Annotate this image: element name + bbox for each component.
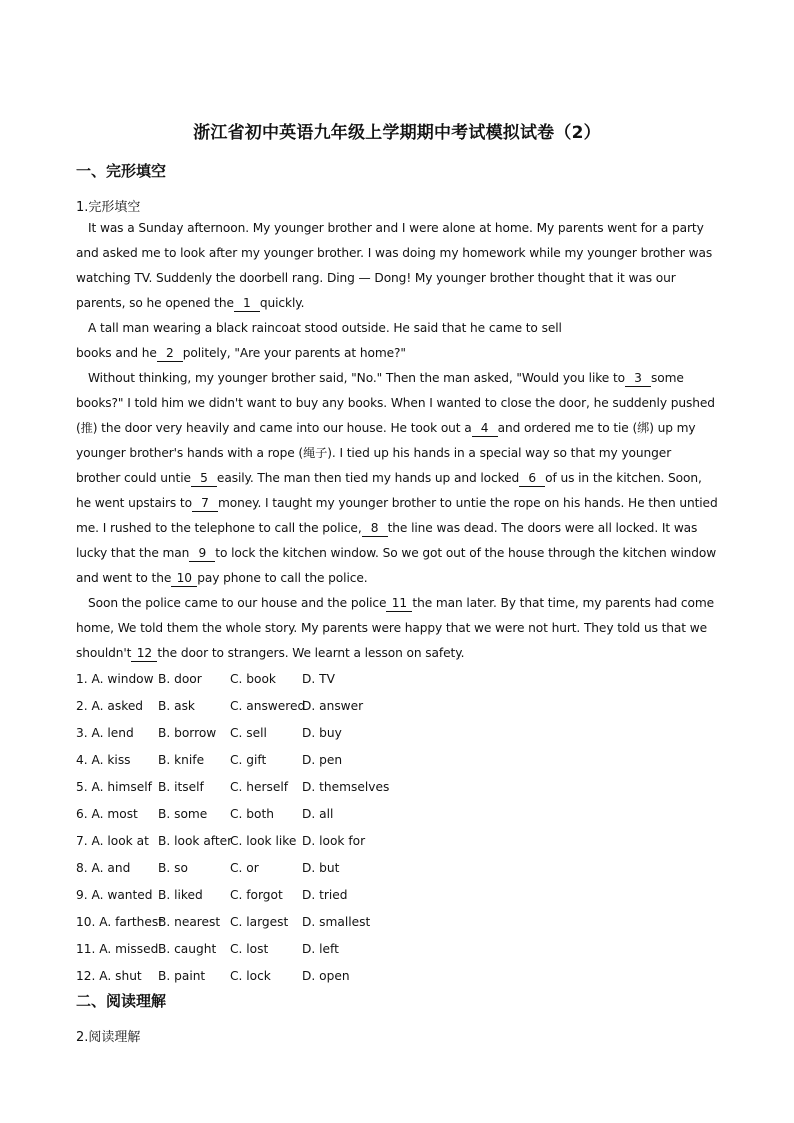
blank-6: 6 bbox=[519, 471, 545, 487]
option-c: C. sell bbox=[230, 726, 267, 740]
option-a: 9. A. wanted bbox=[76, 888, 153, 902]
passage-text: some books?" I told him we didn't want to buy any books. When I wanted to close the door, he suddenly pushed (推) the door very heavily and came into our house. He took out a bbox=[76, 371, 715, 435]
blank-2: 2 bbox=[157, 346, 183, 362]
option-d: D. themselves bbox=[302, 780, 390, 794]
option-b: B. caught bbox=[158, 942, 217, 956]
option-d: D. answer bbox=[302, 699, 364, 713]
option-b: B. liked bbox=[158, 888, 203, 902]
section-heading-cloze: 一、完形填空 bbox=[76, 162, 167, 180]
option-row-2 bbox=[76, 695, 576, 722]
passage-text: to lock the kitchen window. So we got out of the house through the kitchen window and went to the bbox=[76, 546, 717, 585]
option-c: C. forgot bbox=[230, 888, 283, 902]
option-b: B. some bbox=[158, 807, 208, 821]
option-d: D. but bbox=[302, 861, 340, 875]
passage-text: easily. The man then tied my hands up and locked bbox=[216, 471, 520, 485]
option-b: B. so bbox=[158, 861, 188, 875]
passage-text: the man later. By that time, my parents had come home, We told them the whole story. My parents were happy that we were not hurt. They told us that we shouldn't bbox=[76, 596, 715, 660]
option-c: C. book bbox=[230, 672, 276, 686]
option-a: 1. A. window bbox=[76, 672, 154, 686]
option-b: B. door bbox=[158, 672, 202, 686]
option-c: C. lost bbox=[230, 942, 269, 956]
option-b: B. itself bbox=[158, 780, 204, 794]
passage-text: politely, "Are your parents at home?" bbox=[182, 346, 406, 360]
option-d: D. look for bbox=[302, 834, 366, 848]
blank-4: 4 bbox=[472, 421, 498, 437]
option-a: 10. A. farthest bbox=[76, 915, 164, 929]
option-d: D. TV bbox=[302, 672, 335, 686]
option-row-1 bbox=[76, 668, 576, 695]
passage-text: of us in the kitchen. Soon, he went upstairs to bbox=[76, 471, 702, 510]
blank-5: 5 bbox=[191, 471, 217, 487]
blank-12: 12 bbox=[131, 646, 157, 662]
option-a: 3. A. lend bbox=[76, 726, 134, 740]
option-a: 2. A. asked bbox=[76, 699, 144, 713]
passage-paragraph-4 bbox=[76, 591, 718, 666]
option-row-12 bbox=[76, 965, 576, 992]
option-a: 11. A. missed bbox=[76, 942, 159, 956]
section-heading-reading: 二、阅读理解 bbox=[76, 992, 167, 1010]
blank-11: 11 bbox=[386, 596, 412, 612]
option-d: D. buy bbox=[302, 726, 342, 740]
page-title: 浙江省初中英语九年级上学期期中考试模拟试卷（2） bbox=[193, 123, 601, 143]
option-a: 8. A. and bbox=[76, 861, 131, 875]
option-c: C. both bbox=[230, 807, 274, 821]
option-d: D. all bbox=[302, 807, 334, 821]
option-d: D. open bbox=[302, 969, 350, 983]
blank-7: 7 bbox=[192, 496, 218, 512]
blank-3: 3 bbox=[625, 371, 651, 387]
option-row-10 bbox=[76, 911, 576, 938]
option-c: C. herself bbox=[230, 780, 289, 794]
option-row-9 bbox=[76, 884, 576, 911]
option-b: B. ask bbox=[158, 699, 195, 713]
option-b: B. look after bbox=[158, 834, 233, 848]
option-row-7 bbox=[76, 830, 576, 857]
option-c: C. largest bbox=[230, 915, 289, 929]
option-c: C. lock bbox=[230, 969, 271, 983]
passage-text: Without thinking, my younger brother said, "No." Then the man asked, "Would you like to bbox=[88, 371, 625, 385]
option-b: B. paint bbox=[158, 969, 206, 983]
answer-options bbox=[76, 668, 576, 992]
option-b: B. nearest bbox=[158, 915, 221, 929]
question-label-reading: 2.阅读理解 bbox=[76, 1030, 141, 1045]
passage-text: books and he bbox=[76, 346, 157, 360]
option-d: D. pen bbox=[302, 753, 343, 767]
option-row-5 bbox=[76, 776, 576, 803]
option-a: 4. A. kiss bbox=[76, 753, 131, 767]
option-row-6 bbox=[76, 803, 576, 830]
option-d: D. left bbox=[302, 942, 339, 956]
cloze-passage bbox=[76, 216, 718, 666]
blank-9: 9 bbox=[189, 546, 215, 562]
passage-paragraph-1 bbox=[76, 216, 718, 316]
option-row-4 bbox=[76, 749, 576, 776]
blank-1: 1 bbox=[234, 296, 260, 312]
option-row-11 bbox=[76, 938, 576, 965]
passage-paragraph-2 bbox=[76, 316, 718, 366]
option-a: 5. A. himself bbox=[76, 780, 152, 794]
question-label-cloze: 1.完形填空 bbox=[76, 200, 141, 215]
passage-text: Soon the police came to our house and the police bbox=[88, 596, 387, 610]
option-row-3 bbox=[76, 722, 576, 749]
option-b: B. borrow bbox=[158, 726, 217, 740]
passage-text: quickly. bbox=[259, 296, 305, 310]
passage-text: money. I taught my younger brother to untie the rope on his hands. He then untied me. I rushed to the telephone to call the police, bbox=[76, 496, 718, 535]
option-a: 6. A. most bbox=[76, 807, 138, 821]
blank-8: 8 bbox=[362, 521, 388, 537]
option-c: C. or bbox=[230, 861, 259, 875]
option-d: D. tried bbox=[302, 888, 348, 902]
passage-text: the door to strangers. We learnt a lesson on safety. bbox=[157, 646, 465, 660]
passage-text: It was a Sunday afternoon. My younger brother and I were alone at home. My parents went for a party and asked me to look after my younger brother. I was doing my homework while my younger brother was watching TV. Suddenly the doorbell rang. Ding — Dong! My younger brother thought that it was our parents, so he opened the bbox=[76, 221, 713, 310]
option-d: D. smallest bbox=[302, 915, 371, 929]
option-a: 12. A. shut bbox=[76, 969, 142, 983]
passage-text: A tall man wearing a black raincoat stood outside. He said that he came to sell bbox=[88, 321, 562, 335]
option-a: 7. A. look at bbox=[76, 834, 149, 848]
passage-text: pay phone to call the police. bbox=[197, 571, 368, 585]
passage-text: and ordered me to tie (绑) up my younger brother's hands with a rope (绳子). I tied up his hands in a special way so that my younger brother could untie bbox=[76, 421, 696, 485]
passage-text: the line was dead. The doors were all locked. It was lucky that the man bbox=[76, 521, 698, 560]
option-c: C. look like bbox=[230, 834, 297, 848]
blank-10: 10 bbox=[171, 571, 197, 587]
option-c: C. gift bbox=[230, 753, 267, 767]
option-c: C. answered bbox=[230, 699, 306, 713]
option-b: B. knife bbox=[158, 753, 205, 767]
option-row-8 bbox=[76, 857, 576, 884]
passage-paragraph-3 bbox=[76, 366, 718, 591]
